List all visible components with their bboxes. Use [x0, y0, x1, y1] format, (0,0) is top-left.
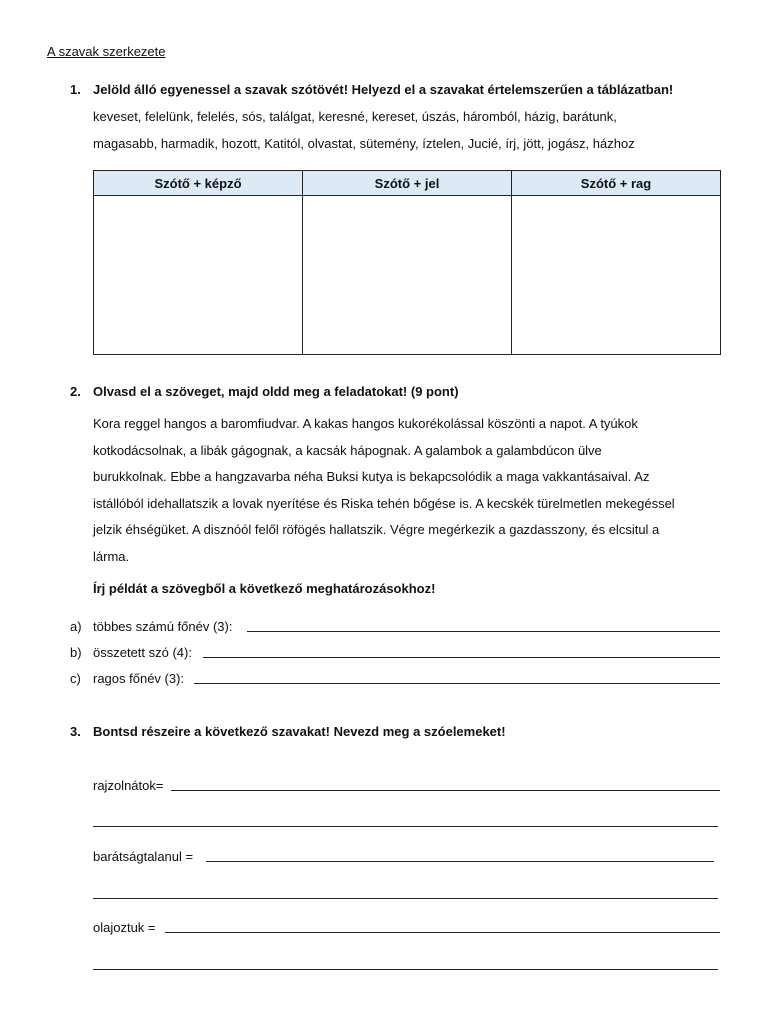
task-1-instruction: Jelöld álló egyenessel a szavak szótövét! Helyezd el a szavakat értelemszerűen a táblázatban! [93, 82, 674, 97]
answer-cell-root-sign[interactable] [303, 196, 512, 355]
word-label: barátságtalanul = [93, 849, 194, 864]
task-3-body [93, 724, 723, 739]
text-line: Kora reggel hangos a baromfiudvar. A kakas hangos kukorékolással köszönti a napot. A tyúkok [93, 416, 638, 431]
table-header-row [94, 171, 721, 196]
answer-cell-root-suffix[interactable] [94, 196, 303, 355]
text-line: burukkolnak. Ebbe a hangzavarba néha Buksi kutya is bekapcsolódik a maga vakkantásaival. Az [93, 469, 650, 485]
item-letter: a) [70, 619, 82, 634]
header-root-suffix: Szótő + képző [94, 171, 303, 196]
task-2-reading-text [93, 411, 728, 571]
text-line: istállóból idehallatszik a lovak nyerítése és Riska tehén bőgése is. A kecskék türelmetlen mekegéssel [93, 495, 675, 511]
answer-line-c[interactable] [194, 683, 720, 684]
text-line: lárma. [93, 548, 130, 564]
task-2-number: 2. [70, 384, 81, 399]
item-label: ragos főnév (3): [93, 671, 185, 686]
text-line: kotkodácsolnak, a libák gágognak, a kacsák hápognak. A galambok a galambdúcon ülve [93, 442, 602, 458]
task-2-item-b [70, 645, 720, 663]
header-root-case-ending: Szótő + rag [512, 171, 721, 196]
task-1-words-line-2: magasabb, harmadik, hozott, Katitól, olvastat, sütemény, íztelen, Jucié, írj, jött, jogász, házhoz [93, 136, 635, 151]
word-label: rajzolnátok= [93, 778, 164, 793]
answer-line-word-1-extra[interactable] [93, 826, 718, 827]
item-label: összetett szó (4): [93, 645, 192, 660]
word-structure-table [93, 170, 721, 355]
answer-cell-root-case-ending[interactable] [512, 196, 721, 355]
task-2-body [93, 384, 723, 596]
answer-line-word-3[interactable] [165, 932, 720, 933]
item-letter: b) [70, 645, 82, 660]
worksheet-title: A szavak szerkezete [47, 44, 166, 59]
task-3-number: 3. [70, 724, 81, 739]
answer-line-b[interactable] [203, 657, 720, 658]
task-3-instruction: Bontsd részeire a következő szavakat! Nevezd meg a szóelemeket! [93, 724, 506, 739]
task-1-body [93, 82, 723, 163]
task-1-words-line-1: keveset, felelünk, felelés, sós, találgat, keresné, kereset, úszás, háromból, házig, barátunk, [93, 109, 617, 124]
task-2-sub-instruction: Írj példát a szövegből a következő meghatározásokhoz! [93, 581, 436, 596]
task-2-item-c [70, 671, 720, 689]
task-3-word-3 [93, 920, 720, 938]
task-2-instruction: Olvasd el a szöveget, majd oldd meg a feladatokat! (9 pont) [93, 384, 459, 399]
task-3-word-1 [93, 778, 720, 796]
table-answer-row [94, 196, 721, 355]
task-2-item-a [70, 619, 720, 637]
item-letter: c) [70, 671, 81, 686]
header-root-sign: Szótő + jel [303, 171, 512, 196]
text-line: jelzik éhségüket. A disznóól felől röfögés hallatszik. Végre megérkezik a gazdasszony, és elcsitul a [93, 522, 660, 538]
task-1-number: 1. [70, 82, 81, 97]
task-3-word-2 [93, 849, 720, 867]
answer-line-word-1[interactable] [171, 790, 720, 791]
answer-line-word-3-extra[interactable] [93, 969, 718, 970]
word-label: olajoztuk = [93, 920, 156, 935]
answer-line-word-2[interactable] [206, 861, 714, 862]
answer-line-word-2-extra[interactable] [93, 898, 718, 899]
answer-line-a[interactable] [247, 631, 720, 632]
item-label: többes számú főnév (3): [93, 619, 233, 634]
